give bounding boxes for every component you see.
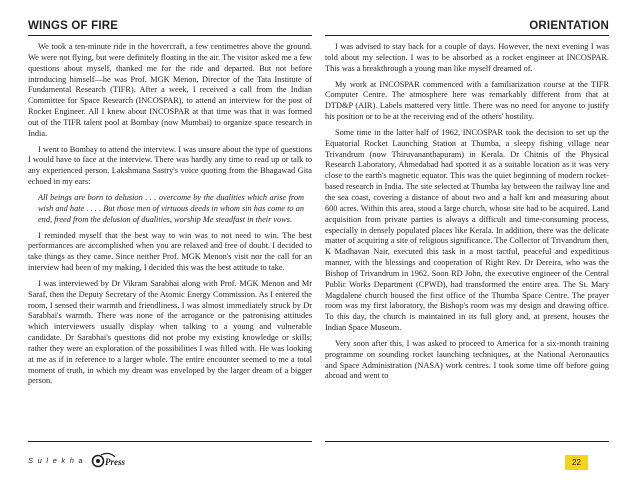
header-rule-right — [325, 35, 609, 36]
paragraph: I was advised to stay back for a couple of days. However, the next evening I was told about my selection. I was to be absorbed as a rocket engineer at INCOSPAR. This was a breakthrough a young man like myself dreamed of. — [325, 42, 609, 73]
gita-quote: All beings are born to delusion . . . overcome by the dualities which arise from wish and hate . . . . But those men of virtuous deeds in whom sin has come to an end, freed from the delusion of dualities, worship Me steadfast in their vows. — [38, 192, 304, 224]
publisher-name: Sulekha — [28, 455, 88, 465]
paragraph: Some time in the latter half of 1962, INCOSPAR took the decision to set up the Equatorial Rocket Launching Station at Thumba, a sleepy fishing village near Trivandrum (now Thiruvananthapuram) in Kerala. Dr Chitnis of the Physical Research Laboratory, Ahmedabad had spotted it as a suitable location as it was very close to the earth's magnetic equator. This was the quiet beginning of modern rocket-based research in India. The site selected at Thumba lay between the railway line and the sea coast, covering a distance of about two and a half km and measuring about 600 acres. Within this area, stood a large church, whose site had to be acquired. Land acquisition from private parties is always a difficult and time-consuming process, especially in densely populated places like Kerala. In addition, there was the delicate matter of acquiring a site of religious significance. The Collector of Trivandrum then, K Madhavan Nair, executed this task in a most tactful, peaceful and expeditious manner, with the blessings and cooperation of Right Rev. Dr Dereira, who was the Bishop of Trivandrum in 1962. Soon RD John, the executive engineer of the Central Public Works Department (CPWD), had transformed the entire area. The St. Mary Magdalene church housed the first office of the Thumba Space Centre. The prayer room was my first laboratory, the Bishop's room was my design and drawing office. To this day, the church is maintained in its full glory and, at present, houses the Indian Space Museum. — [325, 127, 609, 333]
publisher-logo — [91, 452, 131, 468]
running-header-book-title: WINGS OF FIRE — [28, 20, 119, 32]
paragraph: I was interviewed by Dr Vikram Sarabhai along with Prof. MGK Menon and Mr Saraf, then the Deputy Secretary of the Atomic Energy Commission. As I entered the room, I sensed their warmth and friendliness. I was almost immediately struck by Dr Sarabhai's warmth. There was none of the arrogance or the patronising attitudes which interviewers usually display when talking to a young and vulnerable candidate. Dr Sarabhai's questions did not probe my existing knowledge or skills; rather they were an exploration of the possibilities I was filled with. He was looking at me as if in reference to a larger whole. The entire encounter seemed to me a total moment of truth, in which my dream was enveloped by the larger dream of a bigger person. — [28, 278, 312, 386]
logo-text: Press — [105, 457, 126, 467]
left-text-column — [28, 42, 312, 392]
footer-rule-right — [325, 441, 609, 442]
publisher-footer — [28, 452, 131, 468]
paragraph: Very soon after this, I was asked to proceed to America for a six-month training programme on sounding rocket launching techniques, at the National Aeronautics and Space Administration (NASA) work centres. I took some time off before going abroad and went to — [325, 338, 609, 381]
paragraph: We took a ten-minute ride in the hovercraft, a few centimetres above the ground. We were not flying, but were definitely floating in the air. The visitor asked me a few questions about myself, thanked me for the ride and departed. But not before introducing himself—he was Prof. MGK Menon, Director of the Tata Institute of Fundamental Research (TIFR). After a week, I received a call from the Indian Committee for Space Research (INCOSPAR), to attend an interview for the post of Rocket Engineer. All I knew about INCOSPAR at that time was that it was formed out of the TIFR talent pool at Bombay (now Mumbai) to organize space research in India. — [28, 42, 312, 138]
running-header-chapter-title: ORIENTATION — [529, 20, 609, 32]
header-rule-left — [28, 35, 312, 36]
paragraph: My work at INCOSPAR commenced with a familiarization course at the TIFR Computer Centre. The atmosphere here was remarkably different from that at DTD&P (AIR). Labels mattered very little. There was no need for anyone to justify his position or to be at the receiving end of the others' hostility. — [325, 79, 609, 122]
paragraph: I went to Bombay to attend the interview. I was unsure about the type of questions I would have to face at the interview. There was hardly any time to read up or talk to any experienced person. Lakshmana Sastry's voice quoting from the Bhagawad Gita echoed in my ears: — [28, 144, 312, 187]
right-text-column — [325, 42, 609, 387]
footer-rule-left — [28, 441, 312, 442]
press-logo-icon — [91, 452, 131, 468]
paragraph: I reminded myself that the best way to win was to not need to win. The best performances are accomplished when you are relaxed and free of doubt. I decided to take things as they came. Since neither Prof. MGK Menon's visit nor the call for an interview had been of my making, I decided this was the best attitude to take. — [28, 230, 312, 273]
page-number: 22 — [565, 455, 588, 470]
